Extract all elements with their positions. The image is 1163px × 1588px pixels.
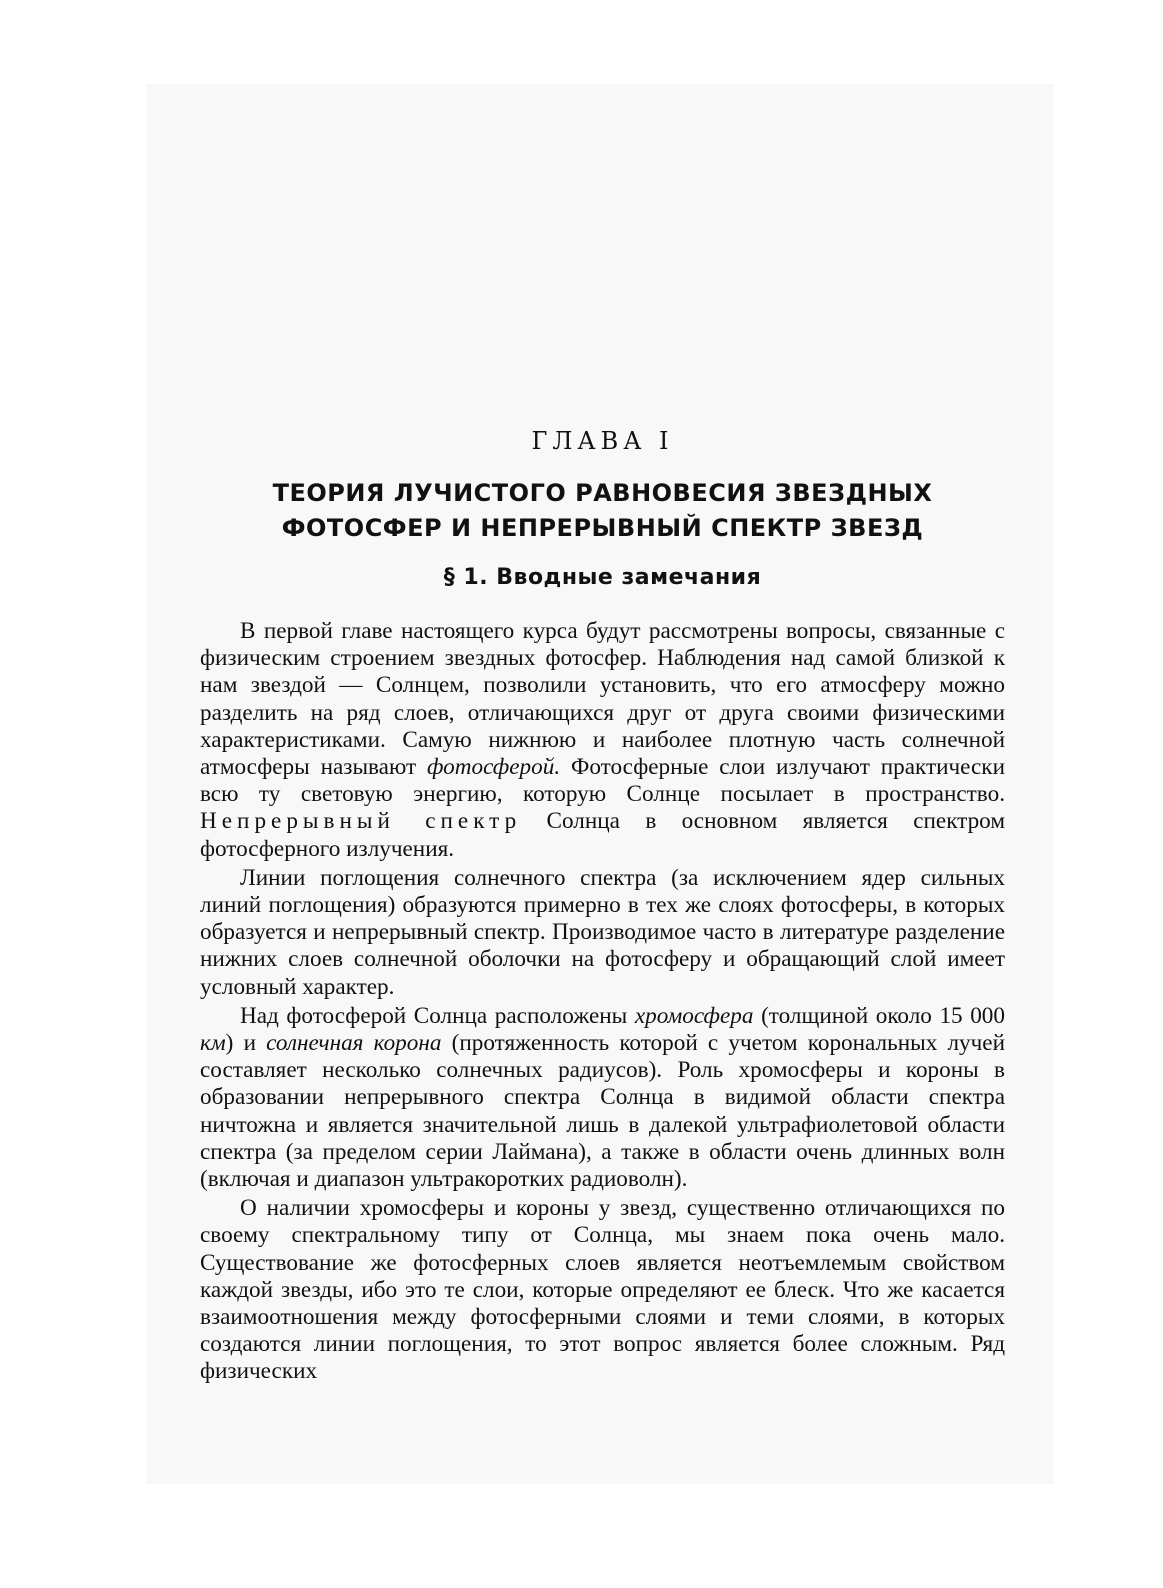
section-title: § 1. Вводные замечания xyxy=(443,565,762,590)
paragraph-3-text-a: Над фотосферой Солнца расположены xyxy=(240,1002,635,1029)
paragraph-3-text-d: (протяженность которой с учетом корональных лучей составляет несколько солнечных радиусов). Роль хромосферы и короны в образовании непрерывного спектра Солнца в видимой области спектра ничтожна и является значительной лишь в далекой ультрафиолетовой области спектра (за пределом серии Лаймана), а также в области очень длинных волн (включая и диапазон ультракоротких радиоволн). xyxy=(200,1030,1005,1193)
chapter-title-line-2: ФОТОСФЕР И НЕПРЕРЫВНЫЙ СПЕКТР ЗВЕЗД xyxy=(281,514,924,542)
body-text xyxy=(200,618,1005,1386)
paragraph-4: О наличии хромосферы и короны у звезд, существенно отличающихся по своему спектральному типу от Солнца, мы знаем пока очень мало. Существование же фотосферных слоев является неотъемлемым свойством каждой звезды, ибо это те слои, которые определяют ее блеск. Что же касается взаимоотношения между фотосферными слоями и теми слоями, в которых создаются линии поглощения, то этот вопрос является более сложным. Ряд физических xyxy=(200,1195,1005,1385)
term-chromosphere: хромосфера xyxy=(634,1002,754,1029)
paragraph-1 xyxy=(200,618,1005,863)
paragraph-1-text-a: В первой главе настоящего курса будут рассмотрены вопросы, связанные с физическим строением звездных фотосфер. Наблюдения над самой близкой к нам звездой — Солнцем, позволили установить, что его атмосферу можно разделить на ряд слоев, отличающихся друг от друга своими физическими характеристиками. Самую нижнюю и наиболее плотную часть солнечной атмосферы называют xyxy=(200,618,1005,781)
term-solar-corona: солнечная корона xyxy=(266,1030,442,1057)
paragraph-1-text-c: Солнца в основном является спектром фотосферного излучения. xyxy=(200,808,1005,862)
chapter-title xyxy=(200,476,1005,546)
paragraph-3 xyxy=(200,1003,1005,1193)
chapter-title-line-1: ТЕОРИЯ ЛУЧИСТОГО РАВНОВЕСИЯ ЗВЕЗДНЫХ xyxy=(272,479,933,507)
term-continuous-spectrum: Непрерывный спектр xyxy=(200,808,522,835)
unit-km: км xyxy=(200,1030,226,1057)
paragraph-3-text-b: (толщиной около 15 000 xyxy=(753,1002,1005,1029)
term-photosphere: фотосферой. xyxy=(427,754,561,781)
chapter-label: ГЛАВА I xyxy=(531,427,674,455)
paragraph-2: Линии поглощения солнечного спектра (за исключением ядер сильных линий поглощения) образуются примерно в тех же слоях фотосферы, в которых образуется и непрерывный спектр. Производимое часто в литературе разделение нижних слоев солнечной оболочки на фотосферу и обращающий слой имеет условный характер. xyxy=(200,864,1005,1000)
paragraph-1-text-b: Фотосферные слои излучают практически всю ту световую энергию, которую Солнце посылает в пространство. xyxy=(200,754,1005,808)
paragraph-3-text-c: ) и xyxy=(225,1030,267,1057)
